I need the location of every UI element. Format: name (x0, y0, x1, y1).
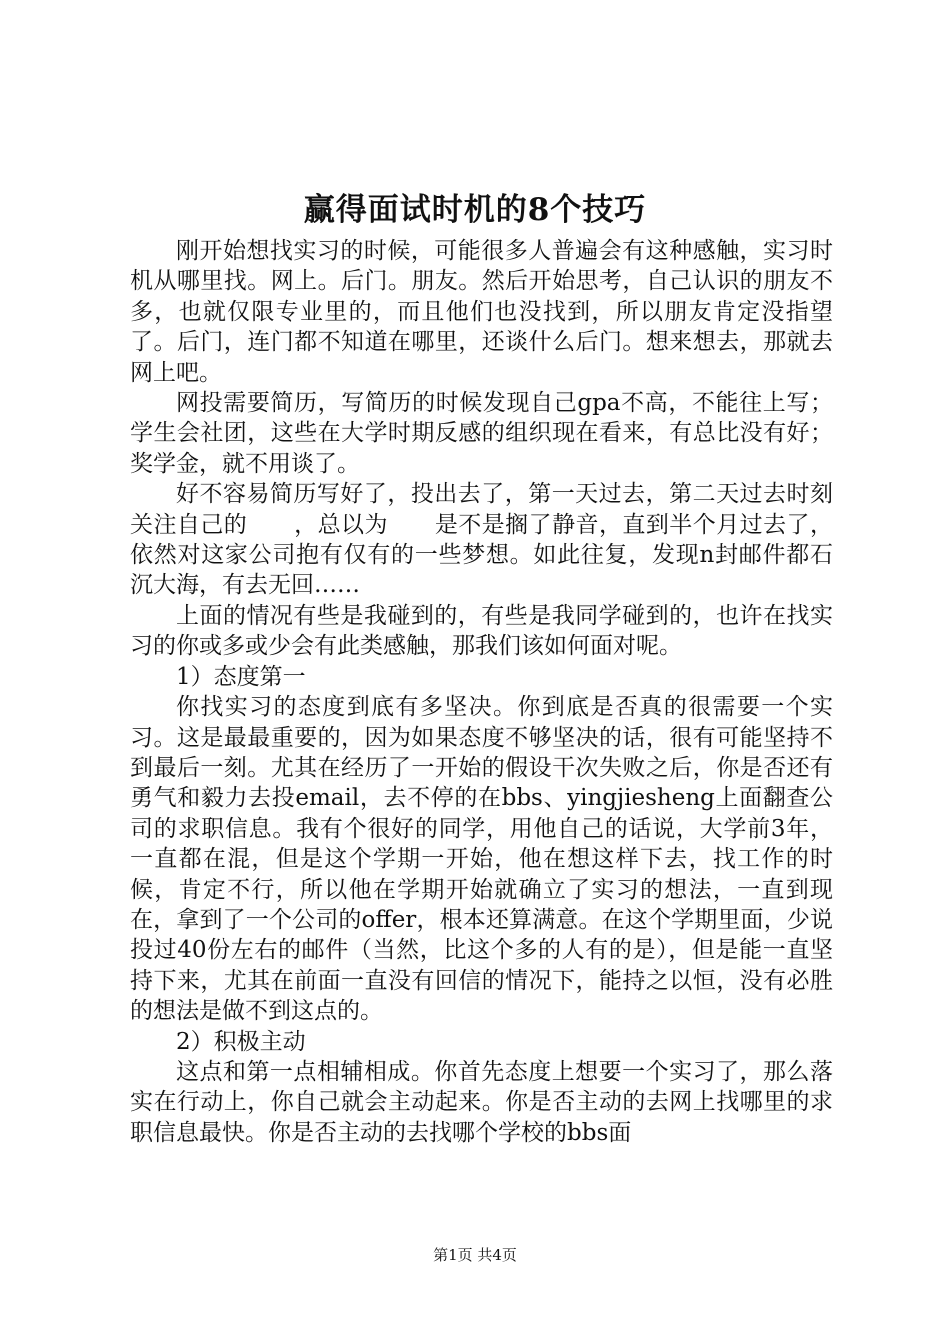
paragraph-proactive: 这点和第一点相辅相成。你首先态度上想要一个实习了，那么落实在行动上，你自己就会主动起来。你是否主动的去网上找哪里的求职信息最快。你是否主动的去找哪个学校的bbs面 (130, 1058, 833, 1146)
paragraph-resume: 网投需要简历，写简历的时候发现自己gpa不高，不能往上写；学生会社团，这些在大学时期反感的组织现在看来，有总比没有好；奖学金，就不用谈了。 (130, 390, 833, 477)
document-body (130, 236, 833, 1148)
document-title: 赢得面试时机的8个技巧 (303, 192, 647, 228)
paragraph-question: 上面的情况有些是我碰到的，有些是我同学碰到的，也许在找实习的你或多或少会有此类感触，那我们该如何面对呢。 (130, 602, 833, 660)
section-heading-proactive: 2）积极主动 (176, 1028, 306, 1055)
section-heading-attitude: 1）态度第一 (176, 663, 306, 690)
paragraph-attitude: 你找实习的态度到底有多坚决。你到底是否真的很需要一个实习。这是最最重要的，因为如果态度不够坚决的话，很有可能坚持不到最后一刻。尤其在经历了一开始的假设干次失败之后，你是否还有勇气和毅力去投email，去不停的在bbs、yingjiesheng上面翻查公司的求职信息。我有个很好的同学，用他自己的话说，大学前3年，一直都在混，但是这个学期一开始，他在想这样下去，找工作的时候，肯定不行，所以他在学期开始就确立了实习的想法，一直到现在，拿到了一个公司的offer，根本还算满意。在这个学期里面，少说投过40份左右的邮件（当然，比这个多的人有的是），但是能一直坚持下来，尤其在前面一直没有回信的情况下，能持之以恒，没有必胜的想法是做不到这点的。 (130, 694, 833, 1025)
paragraph-intro: 刚开始想找实习的时候，可能很多人普遍会有这种感触，实习时机从哪里找。网上。后门。朋友。然后开始思考，自己认识的朋友不多，也就仅限专业里的，而且他们也没找到，所以朋友肯定没指望了。后门，连门都不知道在哪里，还谈什么后门。想来想去，那就去网上吧。 (130, 238, 833, 386)
page-footer: 第1页 共4页 (433, 1246, 517, 1264)
paragraph-waiting: 好不容易简历写好了，投出去了，第一天过去，第二天过去时刻关注自己的 ，总以为 是不是搁了静音，直到半个月过去了，依然对这家公司抱有仅有的一些梦想。如此往复，发现n封邮件都石沉大海，有去无回…… (130, 481, 833, 599)
